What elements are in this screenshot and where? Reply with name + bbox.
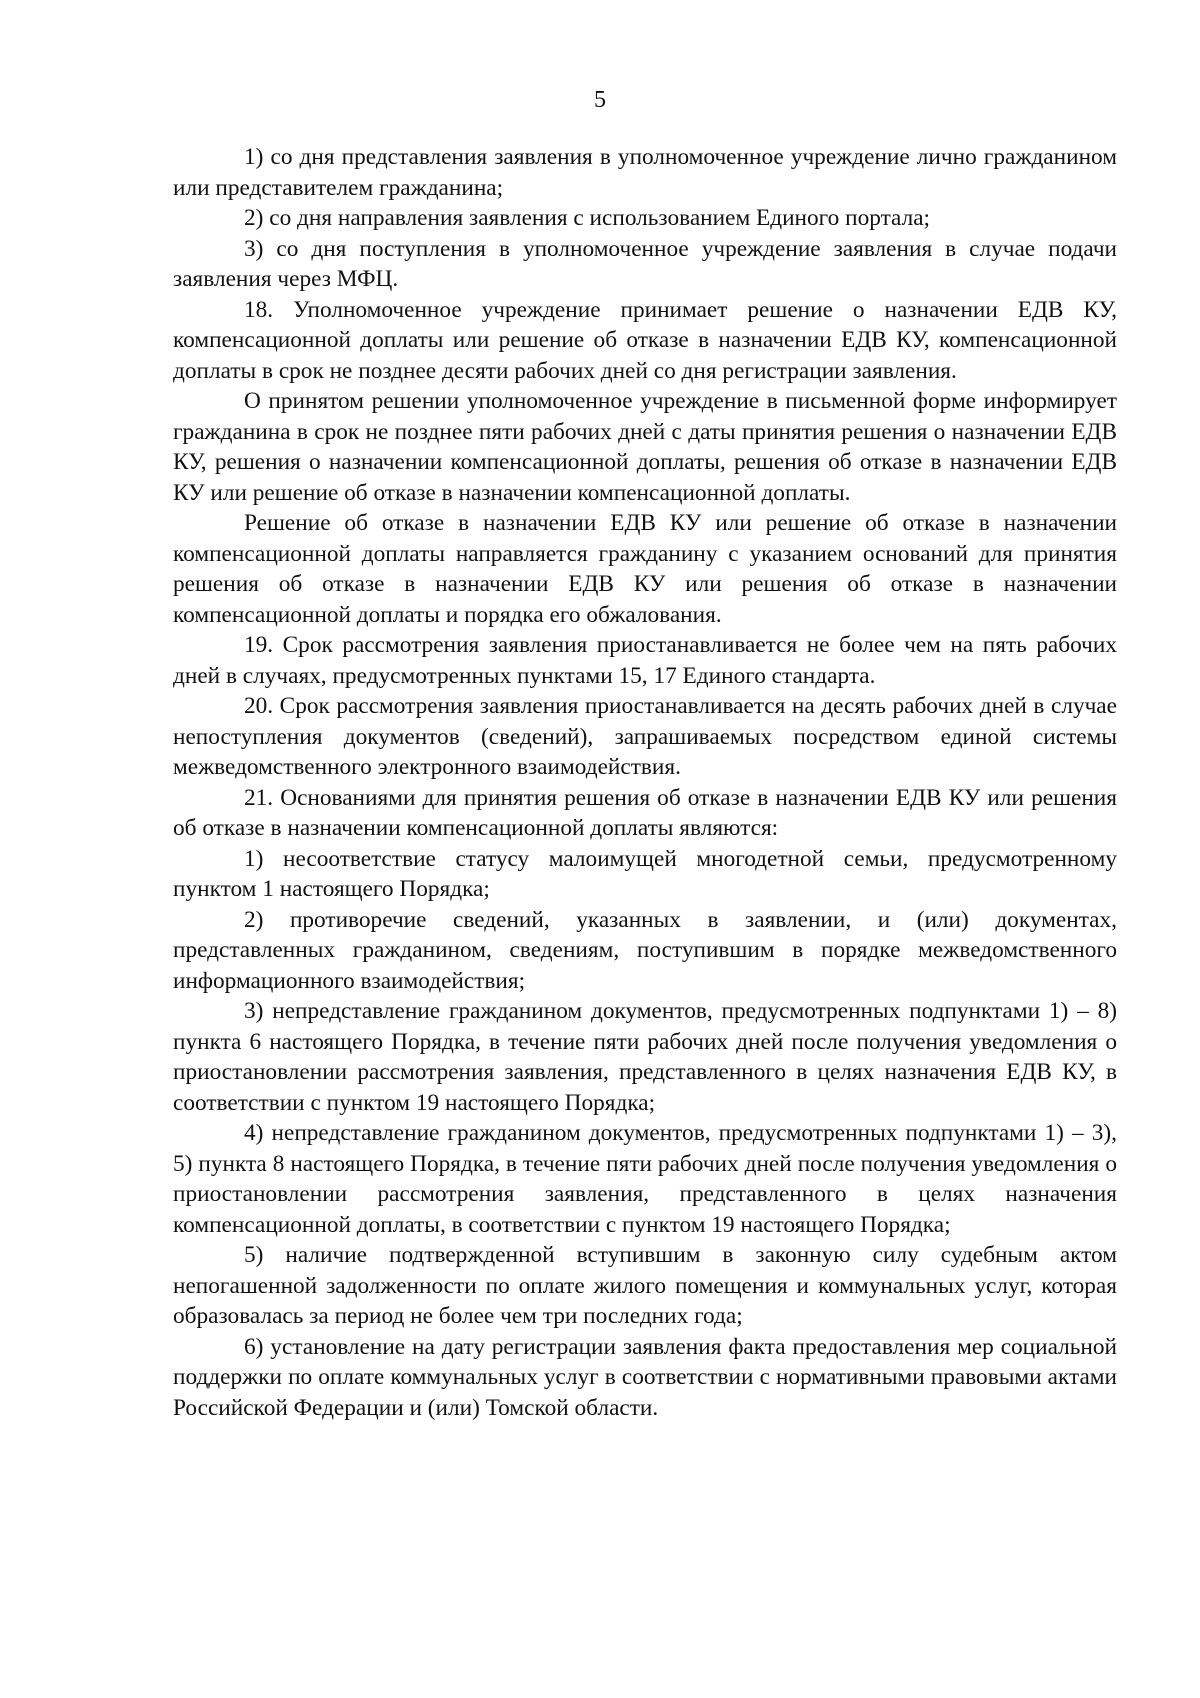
paragraph-21-item-2: 2) противоречие сведений, указанных в заявлении, и (или) документах, представленных гражданином, сведениям, поступившим в порядке межведомственного информационного взаимодействия; (173, 906, 1117, 994)
paragraph-1: 1) со дня представления заявления в уполномоченное учреждение лично гражданином или представителем гражданина; (173, 144, 1117, 201)
paragraph-20: 20. Срок рассмотрения заявления приостанавливается на десять рабочих дней в случае непоступления документов (сведений), запрашиваемых посредством единой системы межведомственного электронного взаимодействия. (173, 693, 1117, 780)
paragraph-21-item-4: 4) непредставление гражданином документов, предусмотренных подпунктами 1) – 3), 5) пункта 8 настоящего Порядка, в течение пяти рабочих дней после получения уведомления о приостановлении рассмотрения заявления, представленного в целях назначения компенсационной доплаты, в соответствии с пунктом 19 настоящего Порядка; (173, 1120, 1117, 1238)
paragraph-decision-notice: О принятом решении уполномоченное учреждение в письменной форме информирует гражданина в срок не позднее пяти рабочих дней с даты принятия решения о назначении ЕДВ КУ, решения о назначении компенсационной доплаты, решения об отказе в назначении ЕДВ КУ или решение об отказе в назначении компенсационной доплаты. (173, 388, 1117, 506)
paragraph-21: 21. Основаниями для принятия решения об отказе в назначении ЕДВ КУ или решения об отказе в назначении компенсационной доплаты являются: (173, 784, 1117, 841)
document-body (173, 142, 1117, 1423)
paragraph-21-item-5: 5) наличие подтвержденной вступившим в законную силу судебным актом непогашенной задолженности по оплате жилого помещения и коммунальных услуг, которая образовалась за период не более чем три последних года; (173, 1242, 1117, 1329)
paragraph-21-item-3: 3) непредставление гражданином документов, предусмотренных подпунктами 1) – 8) пункта 6 настоящего Порядка, в течение пяти рабочих дней после получения уведомления о приостановлении рассмотрения заявления, представленного в целях назначения ЕДВ КУ, в соответствии с пунктом 19 настоящего Порядка; (173, 998, 1117, 1116)
paragraph-refusal-decision: Решение об отказе в назначении ЕДВ КУ или решение об отказе в назначении компенсационной доплаты направляется гражданину с указанием оснований для принятия решения об отказе в назначении ЕДВ КУ или решения об отказе в назначении компенсационной доплаты и порядка его обжалования. (173, 510, 1117, 628)
paragraph-19: 19. Срок рассмотрения заявления приостанавливается не более чем на пять рабочих дней в случаях, предусмотренных пунктами 15, 17 Единого стандарта. (173, 632, 1117, 689)
paragraph-3: 3) со дня поступления в уполномоченное учреждение заявления в случае подачи заявления через МФЦ. (173, 235, 1117, 292)
paragraph-21-item-1: 1) несоответствие статусу малоимущей многодетной семьи, предусмотренному пунктом 1 настоящего Порядка; (173, 845, 1117, 902)
paragraph-18: 18. Уполномоченное учреждение принимает решение о назначении ЕДВ КУ, компенсационной доплаты или решение об отказе в назначении ЕДВ КУ, компенсационной доплаты в срок не позднее десяти рабочих дней со дня регистрации заявления. (173, 296, 1117, 384)
page-number: 5 (594, 87, 606, 113)
paragraph-21-item-6: 6) установление на дату регистрации заявления факта предоставления мер социальной поддержки по оплате коммунальных услуг в соответствии с нормативными правовыми актами Российской Федерации и (или) Томской области. (173, 1333, 1117, 1421)
paragraph-2: 2) со дня направления заявления с использованием Единого портала; (244, 205, 931, 231)
